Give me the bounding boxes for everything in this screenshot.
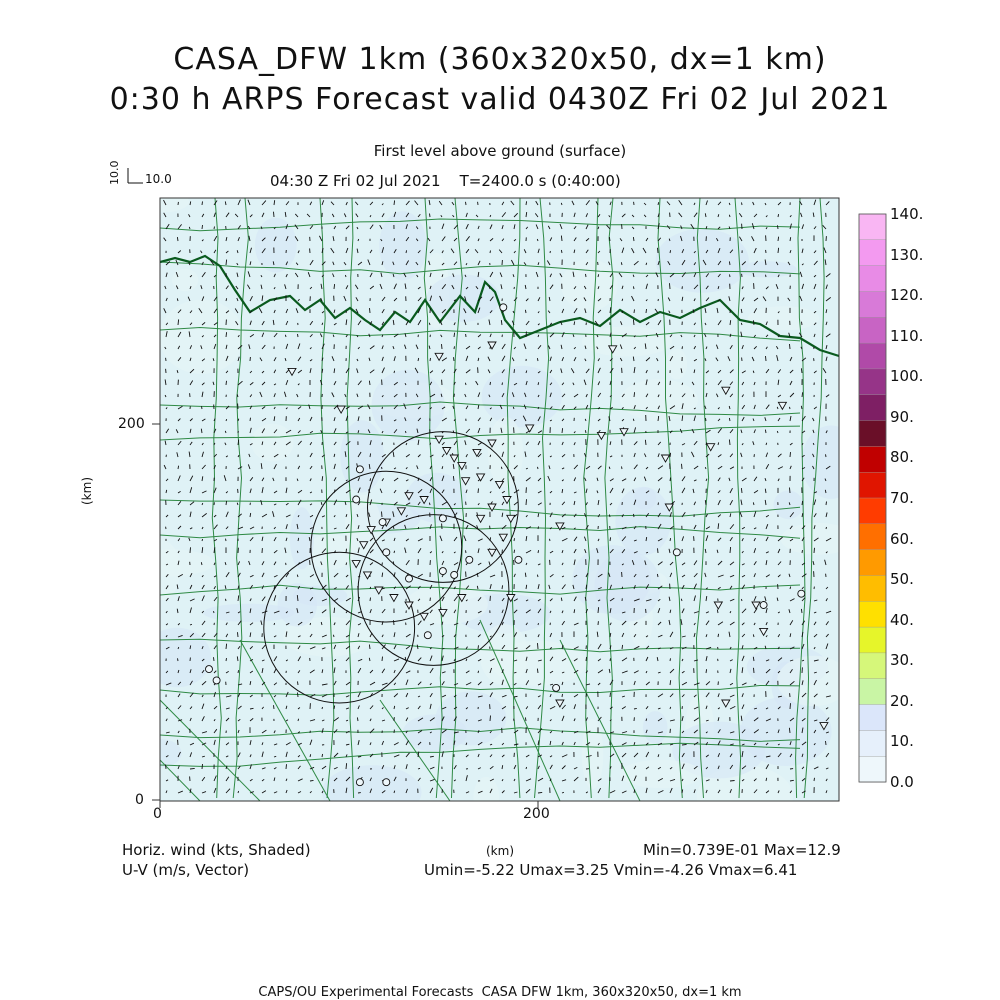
colorbar-label: 70. — [890, 489, 914, 507]
shade-patch — [802, 426, 861, 499]
wind-vector — [537, 669, 538, 673]
wind-vector — [382, 467, 383, 469]
wind-vector — [430, 443, 431, 445]
wind-vector — [370, 598, 371, 602]
wind-vector — [622, 587, 623, 589]
wind-vector — [537, 575, 538, 577]
wind-vector — [298, 681, 299, 685]
wind-vector — [706, 669, 707, 673]
colorbar-swatch — [859, 550, 886, 576]
colorbar-label: 140. — [890, 205, 924, 223]
shade-patch — [480, 624, 529, 685]
level-label: First level above ground (surface) — [373, 142, 627, 160]
station-circle-icon — [379, 519, 386, 526]
wind-vector — [502, 585, 503, 589]
reference-vector-label: 10.0 — [145, 172, 172, 186]
wind-vector — [634, 383, 635, 385]
wind-vector — [322, 754, 323, 757]
shade-patch — [582, 719, 604, 789]
colorbar-label: 110. — [890, 326, 924, 345]
colorbar-swatch — [859, 705, 886, 731]
colorbar-swatch — [859, 601, 886, 627]
wind-vector — [729, 440, 730, 446]
wind-vector — [561, 250, 562, 253]
station-circle-icon — [553, 684, 560, 691]
min-max-values: Min=0.739E-01 Max=12.9 — [643, 841, 841, 859]
wind-vector — [801, 609, 802, 613]
wind-vector — [609, 237, 610, 241]
wind-vector — [490, 716, 491, 722]
wind-vector — [586, 657, 587, 661]
station-circle-icon — [356, 779, 363, 786]
shade-patch — [643, 711, 668, 743]
wind-vector — [394, 551, 395, 553]
map-subtitle: 0:30 h ARPS Forecast valid 0430Z Fri 02 Jul 2021 — [109, 82, 891, 117]
wind-vector — [814, 548, 815, 553]
station-circle-icon — [353, 496, 360, 503]
wind-vector — [334, 284, 335, 289]
wind-vector — [538, 526, 539, 529]
colorbar-label: 120. — [890, 286, 924, 305]
wind-vector — [790, 488, 791, 494]
station-circle-icon — [798, 590, 805, 597]
colorbar-swatch — [859, 343, 886, 369]
wind-vector — [226, 599, 227, 601]
wind-vector — [537, 358, 538, 361]
wind-vector — [358, 756, 361, 757]
wind-vector — [561, 236, 562, 241]
wind-vector — [370, 308, 371, 313]
shade-patch — [172, 269, 198, 291]
shade-patch — [748, 306, 820, 330]
wind-vector — [706, 418, 707, 421]
wind-vector — [214, 611, 215, 613]
wind-vector — [346, 311, 347, 313]
wind-vector — [394, 371, 395, 373]
wind-vector — [538, 792, 542, 793]
shade-patch — [582, 326, 673, 356]
colorbar-swatch — [859, 679, 886, 705]
wind-vector — [646, 309, 647, 313]
wind-vector — [670, 478, 671, 482]
wind-vector — [514, 369, 515, 373]
wind-vector — [802, 322, 803, 325]
colorbar-label: 50. — [890, 570, 914, 589]
wind-vector — [346, 763, 347, 769]
wind-vector — [550, 539, 551, 541]
wind-vector — [610, 693, 611, 697]
wind-vector — [382, 407, 383, 409]
colorbar-swatch — [859, 292, 886, 318]
x-tick-0: 0 — [153, 806, 162, 822]
wind-vector — [202, 201, 203, 205]
wind-vector — [274, 623, 275, 625]
wind-vector — [658, 548, 659, 553]
colorbar-label: 130. — [890, 245, 924, 264]
wind-vector — [609, 515, 610, 518]
wind-vector — [357, 717, 358, 721]
wind-vector — [586, 274, 587, 277]
colorbar-label: 90. — [890, 407, 914, 426]
wind-vector — [526, 767, 527, 769]
wind-vector — [238, 632, 239, 637]
wind-vector — [382, 512, 383, 518]
wind-vector — [202, 225, 203, 229]
wind-vector — [405, 431, 406, 433]
wind-vector — [202, 539, 203, 541]
shade-patch — [136, 191, 189, 212]
wind-vector — [634, 708, 637, 709]
wind-vector — [633, 286, 634, 289]
wind-vector — [333, 635, 334, 637]
wind-vector — [466, 202, 467, 205]
wind-vector — [766, 275, 767, 277]
shade-patch — [473, 777, 499, 818]
wind-vector — [562, 428, 563, 433]
valid-time-label: 04:30 Z Fri 02 Jul 2021 T=2400.0 s (0:40:00) — [270, 172, 621, 190]
wind-vector — [826, 454, 827, 457]
wind-vector — [514, 550, 515, 553]
wind-vector — [670, 453, 671, 457]
colorbar-swatch — [859, 576, 886, 602]
wind-vector — [610, 658, 611, 661]
wind-vector — [430, 214, 431, 218]
wind-vector — [454, 333, 455, 337]
colorbar-swatch — [859, 756, 886, 782]
wind-vector — [298, 693, 299, 698]
shade-patch — [406, 584, 488, 624]
wind-vector — [525, 717, 526, 721]
colorbar-swatch — [859, 730, 886, 756]
x-axis-label: (km) — [486, 844, 515, 858]
wind-vector — [501, 467, 502, 469]
wind-vector — [226, 658, 227, 661]
shade-patch — [615, 487, 670, 555]
wind-vector — [370, 478, 371, 481]
wind-vector — [250, 418, 251, 421]
wind-vector — [693, 394, 694, 397]
wind-vector — [670, 658, 671, 661]
wind-vector — [790, 452, 791, 457]
wind-vector — [634, 392, 635, 397]
wind-vector — [226, 260, 227, 265]
wind-vector — [178, 658, 179, 661]
wind-vector — [453, 476, 454, 481]
wind-vector — [634, 309, 635, 313]
wind-vector — [442, 344, 443, 349]
wind-vector — [682, 464, 683, 469]
wind-vector — [274, 705, 275, 709]
colorbar-label: 20. — [890, 691, 914, 710]
wind-vector — [345, 275, 346, 277]
reference-vector — [128, 168, 143, 183]
colorbar-swatch — [859, 627, 886, 653]
wind-vector — [526, 499, 527, 505]
station-circle-icon — [356, 466, 363, 473]
wind-vector — [645, 440, 646, 445]
wind-vector — [802, 501, 803, 505]
shade-patch — [488, 417, 523, 488]
wind-vector — [177, 237, 178, 241]
wind-vector — [826, 502, 827, 506]
wind-vector — [478, 488, 479, 493]
colorbar-swatch — [859, 214, 886, 240]
wind-vector — [633, 320, 634, 326]
colorbar-label: 100. — [890, 367, 924, 386]
wind-vector — [730, 781, 735, 782]
wind-vector — [406, 250, 407, 253]
wind-vector — [802, 550, 803, 553]
shade-patch — [561, 259, 618, 311]
wind-vector — [729, 261, 730, 265]
wind-vector — [190, 547, 191, 553]
station-circle-icon — [451, 571, 458, 578]
wind-vector — [682, 346, 683, 349]
wind-vector — [454, 357, 455, 361]
shade-patch — [572, 545, 650, 614]
wind-vector — [430, 358, 431, 361]
wind-vector — [394, 200, 395, 205]
wind-vector — [790, 344, 791, 349]
wind-vector — [790, 407, 791, 409]
wind-vector — [466, 550, 467, 553]
wind-vector — [585, 430, 586, 433]
wind-vector — [729, 418, 730, 421]
shade-patch — [407, 473, 467, 523]
wind-vector — [478, 645, 479, 649]
colorbar-swatch — [859, 369, 886, 395]
colorbar-swatch — [859, 317, 886, 343]
colorbar-label: 0.0 — [890, 773, 914, 791]
wind-vector — [382, 657, 383, 661]
colorbar-swatch — [859, 421, 886, 447]
colorbar-swatch — [859, 653, 886, 679]
wind-vector — [166, 765, 167, 770]
wind-vector — [286, 764, 287, 769]
colorbar-swatch — [859, 395, 886, 421]
wind-vector — [226, 381, 227, 385]
wind-vector — [442, 648, 444, 649]
wind-vector — [814, 778, 815, 781]
station-circle-icon — [466, 556, 473, 563]
wind-vector — [226, 539, 227, 541]
wind-vector — [622, 466, 623, 469]
wind-vector — [730, 547, 731, 553]
wind-vector — [801, 368, 802, 373]
field-description: Horiz. wind (kts, Shaded) — [122, 841, 311, 859]
wind-vector — [790, 703, 791, 709]
wind-vector — [238, 670, 239, 673]
colorbar-swatch — [859, 446, 886, 472]
wind-vector — [562, 694, 563, 697]
wind-vector — [670, 538, 671, 541]
wind-vector — [478, 671, 479, 673]
wind-vector — [454, 346, 455, 349]
wind-vector — [658, 248, 659, 253]
wind-vector — [202, 764, 203, 769]
shade-patch — [251, 424, 294, 462]
colorbar-swatch — [859, 524, 886, 550]
colorbar-label: 60. — [890, 529, 914, 548]
wind-vector — [682, 744, 687, 745]
wind-vector — [394, 238, 395, 241]
wind-vector — [334, 608, 335, 613]
y-tick-0: 0 — [135, 792, 144, 808]
wind-vector — [741, 488, 742, 493]
wind-vector — [394, 620, 395, 625]
station-circle-icon — [406, 575, 413, 582]
wind-vector — [442, 780, 444, 781]
wind-vector — [778, 214, 779, 217]
map-title: CASA_DFW 1km (360x320x50, dx=1 km) — [173, 42, 827, 77]
wind-vector — [465, 383, 466, 385]
station-circle-icon — [515, 556, 522, 563]
station-circle-icon — [206, 666, 213, 673]
credit-line: CAPS/OU Experimental Forecasts CASA DFW 1km, 360x320x50, dx=1 km — [258, 985, 742, 1000]
wind-vector — [226, 332, 227, 337]
wind-vector — [214, 657, 215, 661]
wind-vector — [802, 392, 803, 397]
wind-vector — [226, 501, 227, 505]
wind-vector — [741, 599, 742, 601]
wind-vector — [658, 503, 659, 506]
wind-vector — [729, 215, 730, 217]
wind-vector — [369, 645, 370, 650]
wind-vector — [670, 283, 671, 289]
wind-vector — [826, 527, 827, 529]
wind-vector — [742, 202, 743, 205]
wind-vector — [226, 644, 227, 649]
wind-vector — [622, 645, 623, 649]
wind-vector — [298, 334, 299, 337]
wind-vector — [285, 335, 286, 337]
station-circle-icon — [500, 304, 507, 311]
shade-patch — [340, 420, 384, 492]
wind-vector — [429, 503, 430, 505]
wind-vector — [754, 668, 755, 673]
wind-vector — [298, 719, 299, 721]
station-circle-icon — [424, 632, 431, 639]
x-tick-200: 200 — [523, 806, 550, 822]
wind-vector — [538, 550, 539, 553]
wind-vector — [538, 643, 539, 649]
shade-patch — [666, 349, 687, 380]
shade-patch — [620, 760, 703, 788]
wind-vector — [514, 538, 515, 541]
wind-vector — [765, 430, 766, 433]
wind-vector — [526, 201, 527, 205]
wind-vector — [598, 607, 599, 613]
wind-vector — [310, 780, 314, 781]
wind-vector — [214, 227, 215, 230]
station-circle-icon — [760, 602, 767, 609]
wind-vector — [178, 319, 179, 325]
colorbar-swatch — [859, 240, 886, 266]
colorbar-swatch — [859, 498, 886, 524]
station-circle-icon — [383, 549, 390, 556]
wind-vector — [826, 741, 827, 745]
wind-vector — [370, 453, 371, 457]
wind-vector — [502, 383, 503, 386]
wind-vector — [778, 225, 779, 229]
wind-vector — [718, 634, 719, 637]
wind-vector — [322, 707, 323, 709]
wind-vector — [610, 537, 611, 541]
wind-vector — [753, 320, 754, 325]
colorbar-label: 80. — [890, 448, 914, 467]
colorbar-swatch — [859, 266, 886, 292]
wind-vector — [657, 574, 658, 577]
wind-vector — [310, 623, 311, 625]
station-circle-icon — [213, 677, 220, 684]
wind-vector — [634, 514, 635, 517]
shade-patch — [143, 628, 211, 687]
wind-vector — [274, 212, 275, 217]
station-circle-icon — [439, 515, 446, 522]
colorbar-label: 10. — [890, 732, 914, 751]
colorbar-label: 30. — [890, 651, 914, 670]
colorbar — [859, 214, 886, 782]
wind-vector — [190, 768, 195, 769]
colorbar-label: 40. — [890, 610, 914, 629]
colorbar-swatch — [859, 472, 886, 498]
wind-vector — [633, 237, 634, 241]
wind-vector — [778, 237, 779, 241]
wind-vector — [778, 248, 779, 253]
wind-vector — [178, 466, 179, 469]
shade-patch — [255, 218, 297, 273]
station-circle-icon — [383, 779, 390, 786]
uv-range-values: Umin=-5.22 Umax=3.25 Vmin=-4.26 Vmax=6.41 — [424, 861, 798, 879]
wind-vector — [490, 251, 491, 254]
wind-vector — [670, 250, 671, 253]
y-axis-label: (km) — [80, 476, 94, 505]
wind-vector — [525, 310, 526, 313]
wind-vector — [766, 356, 767, 361]
wind-vector — [789, 728, 790, 733]
wind-vector — [238, 791, 239, 793]
wind-vector — [730, 274, 731, 277]
y-tick-200: 200 — [118, 416, 145, 432]
wind-vector — [369, 381, 370, 385]
shade-patch — [620, 379, 698, 420]
vector-description: U-V (m/s, Vector) — [122, 861, 250, 879]
shade-patch — [159, 300, 244, 374]
station-circle-icon — [439, 568, 446, 575]
wind-vector — [538, 467, 539, 469]
wind-vector — [202, 406, 203, 409]
shade-patch — [278, 583, 317, 626]
reference-vector-vertical-label: 10.0 — [108, 160, 121, 185]
station-circle-icon — [673, 549, 680, 556]
wind-vector — [490, 382, 491, 385]
wind-vector — [538, 623, 539, 625]
